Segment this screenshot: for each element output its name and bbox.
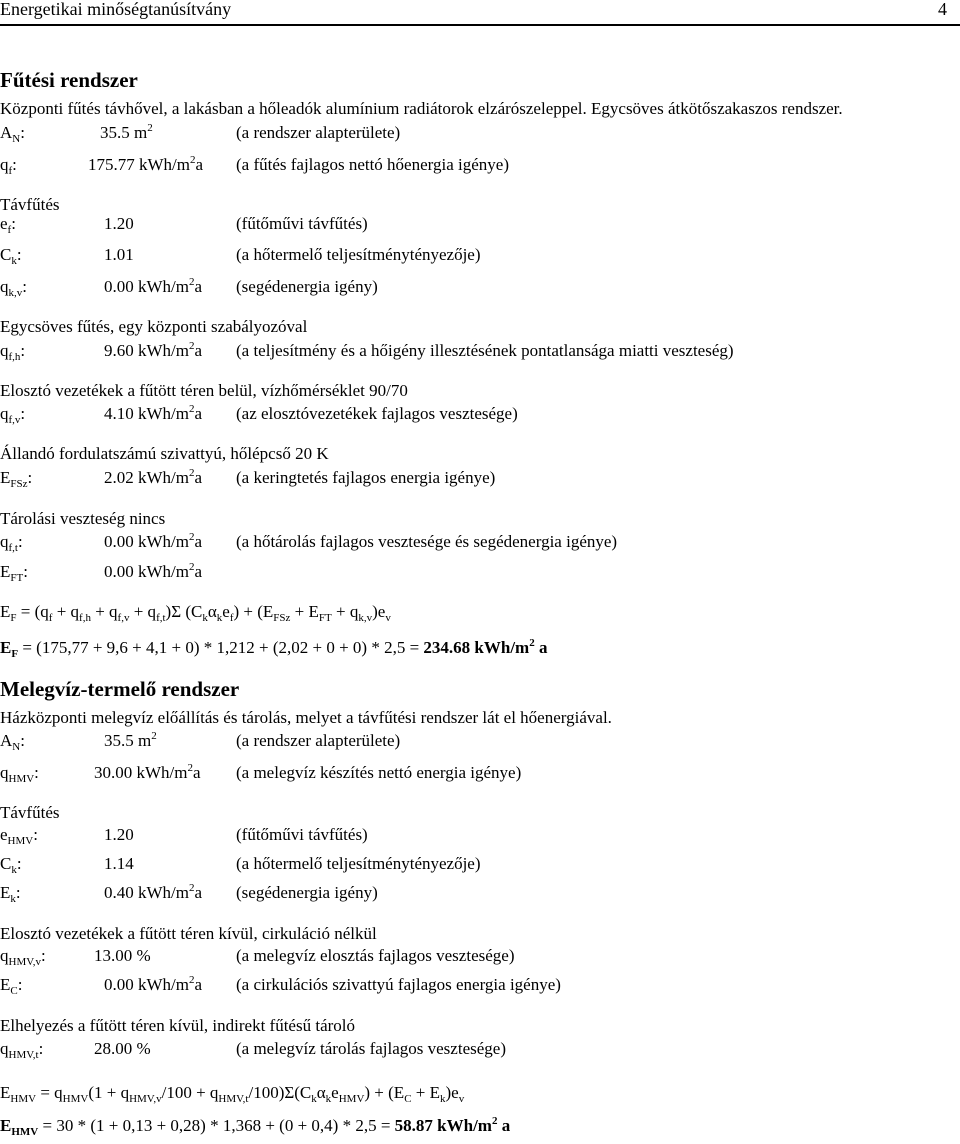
heating-qkv-description: (segédenergia igény) (236, 277, 378, 296)
heating-qfv-label: $q_{f,v}$: (0, 404, 26, 426)
heating-distribution-title: Elosztó vezetékek a fűtött téren belül, vízhőmérséklet 90/70 (0, 381, 408, 400)
heating-an-label: $A_N$: (0, 123, 25, 145)
heating-ck-label: $C_k$: (0, 245, 22, 267)
heating-district-title: Távfűtés (0, 195, 60, 214)
hmv-an-label: $A_N$: (0, 731, 25, 753)
hmv-q-description: (a melegvíz készítés nettó energia igénye) (236, 763, 522, 782)
hmv-qt-label: $q_{HMV,t}$: (0, 1039, 44, 1061)
heating-description: Központi fűtés távhővel, a lakásban a hőleadók alumínium radiátorok elzárószeleppel. Egycsöves átkötőszakaszos rendszer. (0, 99, 843, 118)
heating-pump-title: Állandó fordulatszámú szivattyú, hőlépcső 20 K (0, 444, 329, 463)
hmv-ck-label: $C_k$: (0, 854, 22, 876)
heating-qkv-label: $q_{k,v}$: (0, 277, 27, 299)
hmv-ec-description: (a cirkulációs szivattyú fajlagos energia igénye) (236, 975, 561, 994)
heating-ck-value: 1.01 (104, 245, 134, 264)
hmv-qt-value: 28.00 % (94, 1039, 151, 1058)
hmv-storage-title: Elhelyezés a fűtött téren kívül, indirekt fűtésű tároló (0, 1016, 355, 1035)
heating-an-description: (a rendszer alapterülete) (236, 123, 401, 142)
heating-eft-label: $E_{FT}$: (0, 562, 28, 584)
heating-qf-value: 175.77 kWh/$m^2a$ (88, 154, 204, 174)
heating-qft-value: 0.00 kWh/$m^2a$ (104, 531, 203, 551)
header-rule (0, 24, 960, 26)
hmv-ek-label: $E_k$: (0, 883, 21, 905)
hmv-e-value: 1.20 (104, 825, 134, 844)
hmv-qv-value: 13.00 % (94, 946, 151, 965)
hmv-q-value: 30.00 kWh/$m^2a$ (94, 762, 201, 782)
hmv-e-description: (fűtőművi távfűtés) (236, 825, 368, 844)
hmv-description: Házközponti melegvíz előállítás és tárolás, melyet a távfűtési rendszer lát el hőenergiával. (0, 708, 612, 727)
heating-regulation-title: Egycsöves fűtés, egy központi szabályozóval (0, 317, 308, 336)
heating-storage-title: Tárolási veszteség nincs (0, 509, 166, 528)
heating-efsz-label: $E_{FSz}$: (0, 468, 33, 490)
hmv-ck-description: (a hőtermelő teljesítménytényezője) (236, 854, 481, 873)
heating-ef-value: 1.20 (104, 214, 134, 233)
heating-section-title: Fűtési rendszer (0, 68, 138, 92)
heating-qfh-value: 9.60 kWh/$m^2a$ (104, 340, 203, 360)
hmv-qt-description: (a melegvíz tárolás fajlagos vesztesége) (236, 1039, 506, 1058)
heating-qfv-value: 4.10 kWh/$m^2a$ (104, 403, 203, 423)
hmv-distribution-title: Elosztó vezetékek a fűtött téren kívül, cirkuláció nélkül (0, 924, 377, 943)
heating-qfh-description: (a teljesítmény és a hőigény illesztésének pontatlansága miatti veszteség) (236, 341, 734, 360)
hmv-e-label: $e_{HMV}$: (0, 825, 38, 847)
hmv-an-value: 35.5 $m^2$ (104, 730, 157, 750)
heating-eft-value: 0.00 kWh/$m^2a$ (104, 561, 203, 581)
hmv-ec-value: 0.00 kWh/$m^2a$ (104, 974, 203, 994)
hmv-section-title: Melegvíz-termelő rendszer (0, 677, 240, 701)
hmv-district-title: Távfűtés (0, 803, 60, 822)
heating-qfh-label: $q_{f,h}$: (0, 341, 26, 363)
page-number: 4 (938, 0, 947, 19)
heating-ck-description: (a hőtermelő teljesítménytényezője) (236, 245, 481, 264)
heating-ef-label: $e_f$: (0, 214, 16, 236)
heating-ef-description: (fűtőművi távfűtés) (236, 214, 368, 233)
hmv-result-value: 58.87 kWh/$m^2$ a (394, 1115, 511, 1135)
hmv-qv-label: $q_{HMV,v}$: (0, 946, 46, 968)
heating-qfv-description: (az elosztóvezetékek fajlagos vesztesége) (236, 404, 518, 423)
heating-qkv-value: 0.00 kWh/$m^2a$ (104, 276, 203, 296)
heating-efsz-value: 2.02 kWh/$m^2a$ (104, 467, 203, 487)
hmv-an-description: (a rendszer alapterülete) (236, 731, 401, 750)
hmv-ec-label: $E_C$: (0, 975, 23, 997)
heating-qft-description: (a hőtárolás fajlagos vesztesége és segédenergia igénye) (236, 532, 618, 551)
heating-qf-label: $q_f$: (0, 155, 17, 177)
heating-result: $E_F = (175,77 + 9,6 + 4,1 + 0) * 1,212 + (2,02 + 0 + 0) * 2,5 = 234.68$ kWh/$m^2$ a (0, 637, 548, 660)
heating-qf-description: (a fűtés fajlagos nettó hőenergia igénye) (236, 155, 509, 174)
hmv-ek-description: (segédenergia igény) (236, 883, 378, 902)
hmv-q-label: $q_{HMV}$: (0, 763, 39, 785)
heating-formula: $E_F = (q_f + q_{f,h} + q_{f,v} + q_{f,t})\Sigma$ $(C_k\alpha_ke_f) + (E_{FSz} + E_{FT} + q_{k,v})e_v$ (0, 602, 391, 624)
heating-an-value: 35.5 $m^2$ (100, 122, 153, 142)
heating-efsz-description: (a keringtetés fajlagos energia igénye) (236, 468, 496, 487)
heating-result-value: 234.68 kWh/$m^2$ a (423, 637, 548, 657)
hmv-formula: $E_{HMV} = q_{HMV}(1 + q_{HMV,v}/100 + q_{HMV,t}/100)\Sigma(C_k\alpha_ke_{HMV}) + (E_C + E_k)e_v$ (0, 1083, 465, 1105)
hmv-ck-value: 1.14 (104, 854, 134, 873)
hmv-ek-value: 0.40 kWh/$m^2a$ (104, 882, 203, 902)
heating-qft-label: $q_{f,t}$: (0, 532, 23, 554)
document-title: Energetikai minőségtanúsítvány (0, 0, 232, 19)
hmv-qv-description: (a melegvíz elosztás fajlagos vesztesége) (236, 946, 515, 965)
hmv-result: $E_{HMV} = 30 * (1 + 0,13 + 0,28) * 1,368 + (0 + 0,4) * 2,5 = 58.87$ kWh/$m^2$ a (0, 1115, 511, 1138)
